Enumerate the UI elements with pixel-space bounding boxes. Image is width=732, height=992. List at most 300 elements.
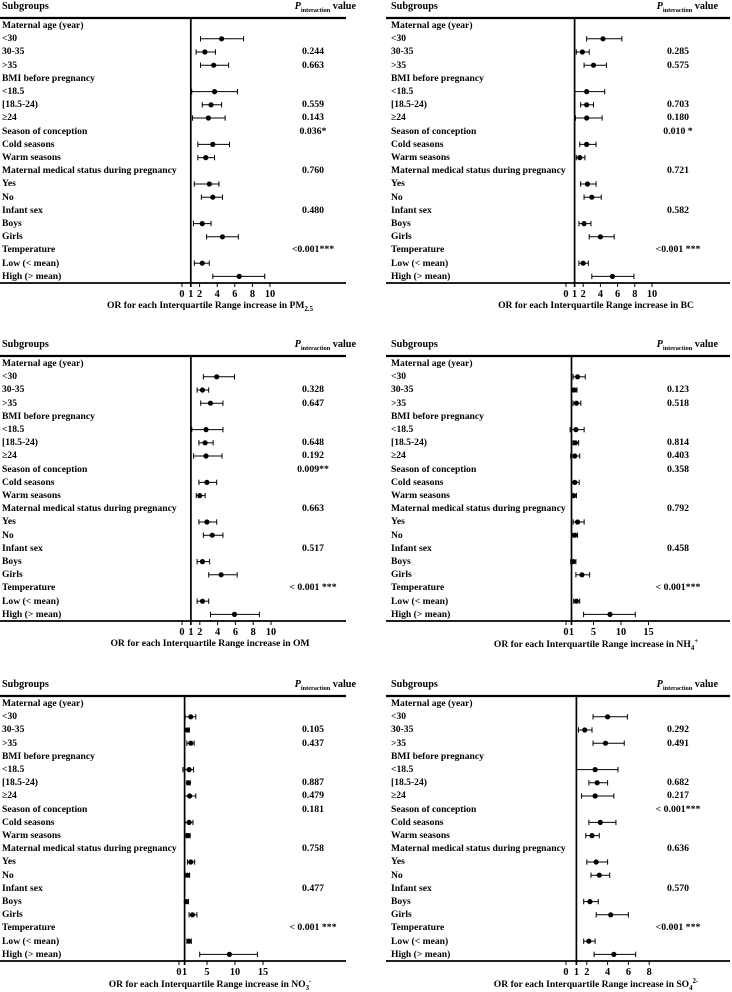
- subgroup-item-label: Low (< mean): [391, 595, 449, 607]
- or-point-estimate: [608, 912, 613, 917]
- p-interaction-value: 0.328: [301, 384, 325, 396]
- p-interaction-value: 0.682: [666, 777, 690, 789]
- axis-tick-label: 6: [615, 289, 621, 300]
- or-point-estimate: [581, 221, 586, 226]
- subgroup-category-label: Maternal age (year): [391, 358, 473, 369]
- or-point-estimate: [200, 387, 205, 392]
- p-interaction-value: 0.458: [666, 542, 690, 554]
- p-interaction-value: 0.192: [301, 450, 325, 462]
- or-point-estimate: [584, 142, 589, 147]
- subgroup-category-label: Season of conception: [391, 803, 477, 815]
- subgroup-item-label: No: [2, 191, 14, 203]
- p-interaction-value: 0.636: [666, 843, 690, 855]
- subgroup-item-label: >35: [391, 397, 407, 409]
- subgroup-item-label: 30-35: [391, 384, 414, 396]
- x-axis-label: [60, 300, 360, 313]
- panel-om: [0, 330, 366, 661]
- or-point-estimate: [572, 480, 577, 485]
- or-point-estimate: [600, 36, 605, 41]
- subgroup-category-label: Maternal medical status during pregnancy: [391, 843, 566, 855]
- subgroup-item-label: [18.5-24): [2, 777, 38, 789]
- subgroup-category-label: Maternal age (year): [391, 20, 473, 31]
- subgroup-category-label: BMI before pregnancy: [2, 410, 95, 422]
- subgroup-item-label: No: [2, 529, 14, 541]
- subgroups-header: Subgroups: [2, 339, 49, 350]
- subgroup-category-label: BMI before pregnancy: [391, 750, 484, 762]
- subgroup-item-label: Girls: [2, 231, 23, 243]
- or-point-estimate: [204, 519, 209, 524]
- p-interaction-value: 0.559: [301, 99, 325, 111]
- or-point-estimate: [212, 89, 217, 94]
- subgroup-item-label: Cold seasons: [391, 816, 444, 828]
- subgroup-item-label: <30: [391, 711, 407, 723]
- subgroup-item-label: Cold seasons: [391, 476, 444, 488]
- p-interaction-value: 0.814: [666, 437, 690, 449]
- subgroup-category-label: Season of conception: [2, 803, 88, 815]
- subgroup-item-label: Cold seasons: [2, 476, 55, 488]
- p-interaction-value: 0.663: [301, 503, 325, 515]
- subgroup-item-label: >35: [391, 737, 407, 749]
- or-point-estimate: [187, 793, 192, 798]
- p-interaction-value: 0.758: [301, 843, 325, 855]
- p-interaction-value: < 0.001***: [655, 803, 701, 815]
- subgroup-item-label: High (> mean): [391, 608, 451, 620]
- or-point-estimate: [572, 387, 577, 392]
- or-point-estimate: [571, 559, 576, 564]
- subgroup-category-label: Season of conception: [2, 463, 88, 475]
- subgroup-item-label: Yes: [2, 516, 16, 528]
- subgroup-item-label: Boys: [391, 556, 411, 567]
- or-point-estimate: [575, 519, 580, 524]
- or-point-estimate: [574, 599, 579, 604]
- p-subscript: interaction: [662, 685, 693, 693]
- subgroup-item-label: 30-35: [391, 46, 414, 58]
- p-italic-letter: P: [656, 339, 663, 350]
- p-interaction-value: 0.491: [666, 737, 690, 749]
- subgroup-category-label: Maternal medical status during pregnancy: [2, 503, 177, 515]
- p-italic-letter: P: [656, 679, 663, 690]
- subgroup-item-label: ≥24: [2, 112, 17, 124]
- axis-tick-label: 4: [597, 289, 603, 300]
- or-point-estimate: [186, 820, 191, 825]
- p-interaction-value: 0.285: [666, 46, 690, 58]
- subgroup-item-label: Yes: [391, 178, 405, 190]
- or-point-estimate: [188, 741, 193, 746]
- p-interaction-value: < 0.001 ***: [289, 582, 337, 594]
- axis-tick-label: 6: [232, 289, 238, 300]
- subgroup-item-label: >35: [2, 737, 18, 749]
- subgroup-item-label: Yes: [2, 178, 16, 190]
- p-interaction-value: 0.105: [301, 724, 325, 736]
- or-point-estimate: [597, 873, 602, 878]
- or-point-estimate: [210, 533, 215, 538]
- subgroup-item-label: Cold seasons: [2, 138, 55, 150]
- pollutant-name: NH: [676, 639, 691, 651]
- subgroup-item-label: Warm seasons: [2, 490, 61, 501]
- or-point-estimate: [207, 181, 212, 186]
- p-interaction-value: 0.180: [666, 112, 690, 124]
- subgroup-item-label: Low (< mean): [2, 257, 60, 269]
- subgroup-category-label: Infant sex: [2, 542, 43, 554]
- subgroup-category-label: BMI before pregnancy: [2, 72, 95, 84]
- p-interaction-value: 0.480: [301, 204, 325, 216]
- axis-tick-label: 1: [188, 627, 194, 638]
- p-interaction-value: 0.792: [666, 503, 690, 515]
- p-italic-letter: P: [294, 339, 301, 350]
- or-point-estimate: [210, 195, 215, 200]
- subgroup-item-label: High (> mean): [2, 948, 62, 960]
- or-point-estimate: [591, 63, 596, 68]
- subgroup-category-label: Temperature: [2, 244, 56, 256]
- axis-tick-label: 4: [215, 627, 221, 638]
- subgroup-item-label: Yes: [2, 856, 16, 868]
- or-point-estimate: [186, 780, 191, 785]
- subgroup-item-label: High (> mean): [2, 270, 62, 282]
- subgroup-item-label: Cold seasons: [391, 138, 444, 150]
- subgroup-item-label: <18.5: [391, 86, 414, 97]
- subgroup-item-label: >35: [2, 59, 18, 71]
- subgroup-category-label: Maternal age (year): [2, 20, 84, 31]
- subgroup-item-label: 30-35: [391, 724, 414, 736]
- p-interaction-value: <0.001***: [291, 244, 335, 256]
- subgroup-item-label: <30: [2, 371, 18, 383]
- p-interaction-value: 0.358: [666, 463, 690, 475]
- or-point-estimate: [585, 181, 590, 186]
- subgroup-item-label: <18.5: [391, 424, 414, 435]
- axis-tick-label: 0: [179, 289, 185, 300]
- subgroup-item-label: Warm seasons: [391, 490, 450, 501]
- axis-tick-label: 15: [643, 627, 654, 638]
- or-point-estimate: [185, 833, 190, 838]
- or-point-estimate: [186, 767, 191, 772]
- subgroup-category-label: Season of conception: [2, 125, 88, 137]
- subgroup-item-label: <30: [391, 33, 407, 45]
- subgroup-item-label: 30-35: [2, 46, 25, 58]
- panel-pm25: [0, 0, 366, 331]
- p-header-suffix: value: [330, 1, 356, 12]
- subgroup-item-label: ≥24: [2, 790, 17, 802]
- or-point-estimate: [575, 374, 580, 379]
- subgroup-item-label: ≥24: [391, 112, 406, 124]
- p-subscript: interaction: [300, 7, 331, 15]
- subgroup-category-label: BMI before pregnancy: [2, 750, 95, 762]
- subgroup-item-label: Girls: [391, 231, 412, 243]
- or-point-estimate: [204, 480, 209, 485]
- subgroup-category-label: Infant sex: [2, 882, 43, 894]
- or-point-estimate: [589, 833, 594, 838]
- subgroup-category-label: Maternal age (year): [2, 358, 84, 369]
- subgroup-category-label: Season of conception: [391, 125, 477, 137]
- p-interaction-value: 0.760: [301, 165, 325, 177]
- subgroup-category-label: Temperature: [391, 244, 445, 256]
- p-interaction-value: 0.517: [301, 542, 325, 554]
- or-point-estimate: [208, 102, 213, 107]
- axis-tick-label: 5: [204, 967, 210, 978]
- subgroup-item-label: Boys: [391, 218, 411, 229]
- subgroups-header: Subgroups: [391, 679, 438, 690]
- or-point-estimate: [574, 401, 579, 406]
- or-point-estimate: [208, 401, 213, 406]
- subgroups-header: Subgroups: [2, 679, 49, 690]
- subgroup-category-label: Temperature: [2, 922, 56, 934]
- axis-tick-label: 10: [615, 627, 627, 638]
- axis-tick-label: 15: [257, 967, 269, 978]
- or-point-estimate: [598, 820, 603, 825]
- forest-plot-svg: [0, 661, 366, 992]
- or-point-estimate: [603, 741, 608, 746]
- pollutant-subscript: 4: [690, 645, 695, 653]
- p-interaction-value: 0.647: [301, 397, 325, 409]
- or-point-estimate: [573, 427, 578, 432]
- axis-tick-label: 1: [182, 967, 188, 978]
- or-point-estimate: [220, 234, 225, 239]
- or-point-estimate: [586, 939, 591, 944]
- or-point-estimate: [232, 612, 237, 617]
- p-italic-letter: P: [294, 679, 301, 690]
- subgroups-header: Subgroups: [391, 339, 438, 350]
- subgroup-item-label: High (> mean): [391, 948, 451, 960]
- p-interaction-value: 0.036*: [299, 125, 327, 137]
- axis-tick-label: 2: [197, 627, 203, 638]
- x-axis-label: [60, 978, 360, 992]
- pollutant-subscript: 4: [689, 985, 693, 992]
- panel-bc: [366, 0, 732, 331]
- pollutant-subscript: 2.5: [304, 305, 313, 313]
- or-point-estimate: [188, 714, 193, 719]
- subgroup-item-label: Boys: [2, 218, 22, 229]
- p-interaction-value: 0.009**: [297, 463, 329, 475]
- subgroup-item-label: High (> mean): [391, 270, 451, 282]
- axis-tick-label: 2: [580, 289, 586, 300]
- subgroup-category-label: Infant sex: [391, 882, 432, 894]
- or-point-estimate: [607, 612, 612, 617]
- subgroup-item-label: No: [391, 191, 403, 203]
- subgroup-item-label: ≥24: [2, 450, 17, 462]
- p-interaction-value: 0.477: [301, 882, 325, 894]
- p-interaction-value: 0.123: [666, 384, 690, 396]
- x-axis-label: [446, 300, 732, 311]
- x-axis-label-text: OR for each Interquartile Range increase in: [493, 979, 677, 991]
- p-header-suffix: value: [692, 339, 718, 350]
- subgroup-item-label: Low (< mean): [2, 595, 60, 607]
- subgroup-category-label: Season of conception: [391, 463, 477, 475]
- or-point-estimate: [573, 440, 578, 445]
- or-point-estimate: [580, 49, 585, 54]
- subgroup-item-label: 30-35: [2, 724, 25, 736]
- or-point-estimate: [571, 493, 576, 498]
- subgroup-item-label: <18.5: [391, 764, 414, 775]
- subgroup-category-label: Maternal medical status during pregnancy: [2, 165, 177, 177]
- subgroup-item-label: 30-35: [2, 384, 25, 396]
- p-interaction-value: 0.582: [666, 204, 690, 216]
- x-axis-label: [446, 978, 732, 992]
- pollutant-superscript: -: [309, 978, 312, 985]
- forest-plot-svg: [366, 330, 732, 661]
- or-point-estimate: [203, 427, 208, 432]
- subgroup-category-label: Maternal medical status during pregnancy: [391, 165, 566, 177]
- or-point-estimate: [593, 767, 598, 772]
- or-point-estimate: [185, 727, 190, 732]
- p-header-suffix: value: [330, 679, 356, 690]
- or-point-estimate: [200, 261, 205, 266]
- subgroup-item-label: [18.5-24): [391, 99, 427, 111]
- axis-tick-label: 10: [265, 627, 277, 638]
- subgroup-category-label: Maternal medical status during pregnancy: [2, 843, 177, 855]
- subgroup-item-label: Girls: [391, 909, 412, 921]
- subgroup-item-label: Girls: [2, 909, 23, 921]
- subgroup-item-label: Low (< mean): [391, 935, 449, 947]
- subgroup-category-label: Temperature: [2, 582, 56, 594]
- subgroup-item-label: Yes: [391, 856, 405, 868]
- subgroup-category-label: Maternal medical status during pregnancy: [391, 503, 566, 515]
- axis-tick-label: 8: [249, 289, 255, 300]
- axis-tick-label: 1: [568, 627, 575, 638]
- or-point-estimate: [203, 155, 208, 160]
- or-point-estimate: [584, 115, 589, 120]
- or-point-estimate: [610, 274, 615, 279]
- or-point-estimate: [200, 221, 205, 226]
- subgroup-item-label: <30: [2, 711, 18, 723]
- pollutant-superscript: 2-: [692, 978, 699, 985]
- or-point-estimate: [611, 952, 616, 957]
- or-point-estimate: [186, 939, 191, 944]
- subgroup-item-label: Boys: [2, 556, 22, 567]
- or-point-estimate: [584, 102, 589, 107]
- forest-plot-svg: [0, 0, 366, 331]
- panel-nh4: [366, 330, 732, 661]
- p-interaction-value: 0.437: [301, 737, 325, 749]
- panel-no3: [0, 661, 366, 992]
- subgroup-category-label: Infant sex: [391, 204, 432, 216]
- or-point-estimate: [219, 36, 224, 41]
- subgroup-item-label: <30: [2, 33, 18, 45]
- pollutant-name: NO: [291, 979, 306, 991]
- p-header-suffix: value: [692, 1, 718, 12]
- subgroups-header: Subgroups: [2, 1, 49, 12]
- axis-tick-label: 2: [584, 967, 590, 978]
- axis-tick-label: 0: [563, 289, 569, 300]
- subgroup-item-label: <18.5: [2, 424, 25, 435]
- axis-tick-label: 10: [264, 289, 276, 300]
- forest-plot-svg: [0, 330, 366, 661]
- p-interaction-value: 0.143: [301, 112, 325, 124]
- or-point-estimate: [214, 374, 219, 379]
- subgroup-category-label: Temperature: [391, 582, 445, 594]
- subgroup-item-label: <18.5: [2, 764, 25, 775]
- p-subscript: interaction: [300, 685, 331, 693]
- axis-tick-label: 0: [176, 967, 182, 978]
- subgroup-category-label: Maternal age (year): [2, 698, 84, 709]
- subgroup-item-label: <18.5: [2, 86, 25, 97]
- subgroup-item-label: ≥24: [391, 790, 406, 802]
- or-point-estimate: [211, 63, 216, 68]
- subgroup-item-label: >35: [2, 397, 18, 409]
- p-interaction-value: 0.887: [301, 777, 325, 789]
- x-axis-label-text: OR for each Interquartile Range increase in: [493, 639, 677, 651]
- axis-tick-label: 8: [250, 627, 256, 638]
- axis-tick-label: 0: [179, 627, 185, 638]
- subgroup-category-label: Maternal age (year): [391, 698, 473, 709]
- subgroup-category-label: BMI before pregnancy: [391, 410, 484, 422]
- axis-tick-label: 2: [197, 289, 203, 300]
- subgroup-category-label: Temperature: [391, 922, 445, 934]
- subgroup-item-label: [18.5-24): [391, 437, 427, 449]
- axis-tick-label: 8: [632, 289, 638, 300]
- or-point-estimate: [200, 559, 205, 564]
- axis-tick-label: 8: [646, 967, 652, 978]
- subgroup-item-label: Girls: [2, 569, 23, 581]
- panel-so4: [366, 661, 732, 992]
- x-axis-label-text: OR for each Interquartile Range increase in: [107, 300, 290, 311]
- p-interaction-value: 0.648: [301, 437, 325, 449]
- subgroup-item-label: [18.5-24): [2, 437, 38, 449]
- p-header-suffix: value: [330, 339, 356, 350]
- or-point-estimate: [210, 142, 215, 147]
- p-subscript: interaction: [662, 345, 693, 353]
- p-interaction-value: 0.403: [666, 450, 690, 462]
- or-point-estimate: [581, 261, 586, 266]
- or-point-estimate: [184, 899, 189, 904]
- x-axis-label: [446, 638, 732, 652]
- subgroup-item-label: Boys: [391, 896, 411, 907]
- or-point-estimate: [203, 440, 208, 445]
- forest-plot-svg: [366, 0, 732, 331]
- p-interaction-value: 0.292: [666, 724, 690, 736]
- subgroup-item-label: Warm seasons: [391, 152, 450, 163]
- subgroup-item-label: >35: [391, 59, 407, 71]
- axis-tick-label: 0: [563, 627, 569, 638]
- p-interaction-value: < 0.001 ***: [289, 922, 337, 934]
- axis-tick-label: 1: [188, 289, 194, 300]
- or-point-estimate: [605, 714, 610, 719]
- or-point-estimate: [572, 453, 577, 458]
- subgroup-item-label: No: [2, 869, 14, 881]
- p-interaction-value: 0.721: [666, 165, 690, 177]
- p-header-suffix: value: [692, 679, 718, 690]
- subgroup-item-label: [18.5-24): [2, 99, 38, 111]
- p-interaction-value: 0.575: [666, 59, 690, 71]
- or-point-estimate: [589, 195, 594, 200]
- x-axis-label: [60, 638, 360, 649]
- p-interaction-value: 0.244: [301, 46, 325, 58]
- subgroup-item-label: ≥24: [391, 450, 406, 462]
- subgroup-item-label: High (> mean): [2, 608, 62, 620]
- p-interaction-value: <0.001 ***: [655, 244, 701, 256]
- p-interaction-value: <0.001 ***: [655, 922, 701, 934]
- axis-tick-label: 1: [572, 289, 578, 300]
- or-point-estimate: [577, 155, 582, 160]
- subgroup-item-label: Yes: [391, 516, 405, 528]
- subgroup-item-label: Girls: [391, 569, 412, 581]
- p-italic-letter: P: [656, 1, 663, 12]
- subgroup-category-label: Infant sex: [2, 204, 43, 216]
- subgroup-item-label: No: [391, 529, 403, 541]
- p-interaction-value: 0.010 *: [663, 125, 693, 137]
- axis-tick-label: 1: [573, 967, 579, 978]
- pollutant-name: SO: [676, 979, 690, 991]
- or-point-estimate: [202, 49, 207, 54]
- pollutant-subscript: 3: [305, 985, 310, 992]
- or-point-estimate: [237, 274, 242, 279]
- p-subscript: interaction: [662, 7, 693, 15]
- subgroup-item-label: [18.5-24): [391, 777, 427, 789]
- or-point-estimate: [190, 912, 195, 917]
- x-axis-label-text: OR for each Interquartile Range increase in: [108, 979, 292, 991]
- subgroups-header: Subgroups: [391, 1, 438, 12]
- pollutant-name: BC: [680, 300, 694, 311]
- or-point-estimate: [584, 89, 589, 94]
- or-point-estimate: [582, 727, 587, 732]
